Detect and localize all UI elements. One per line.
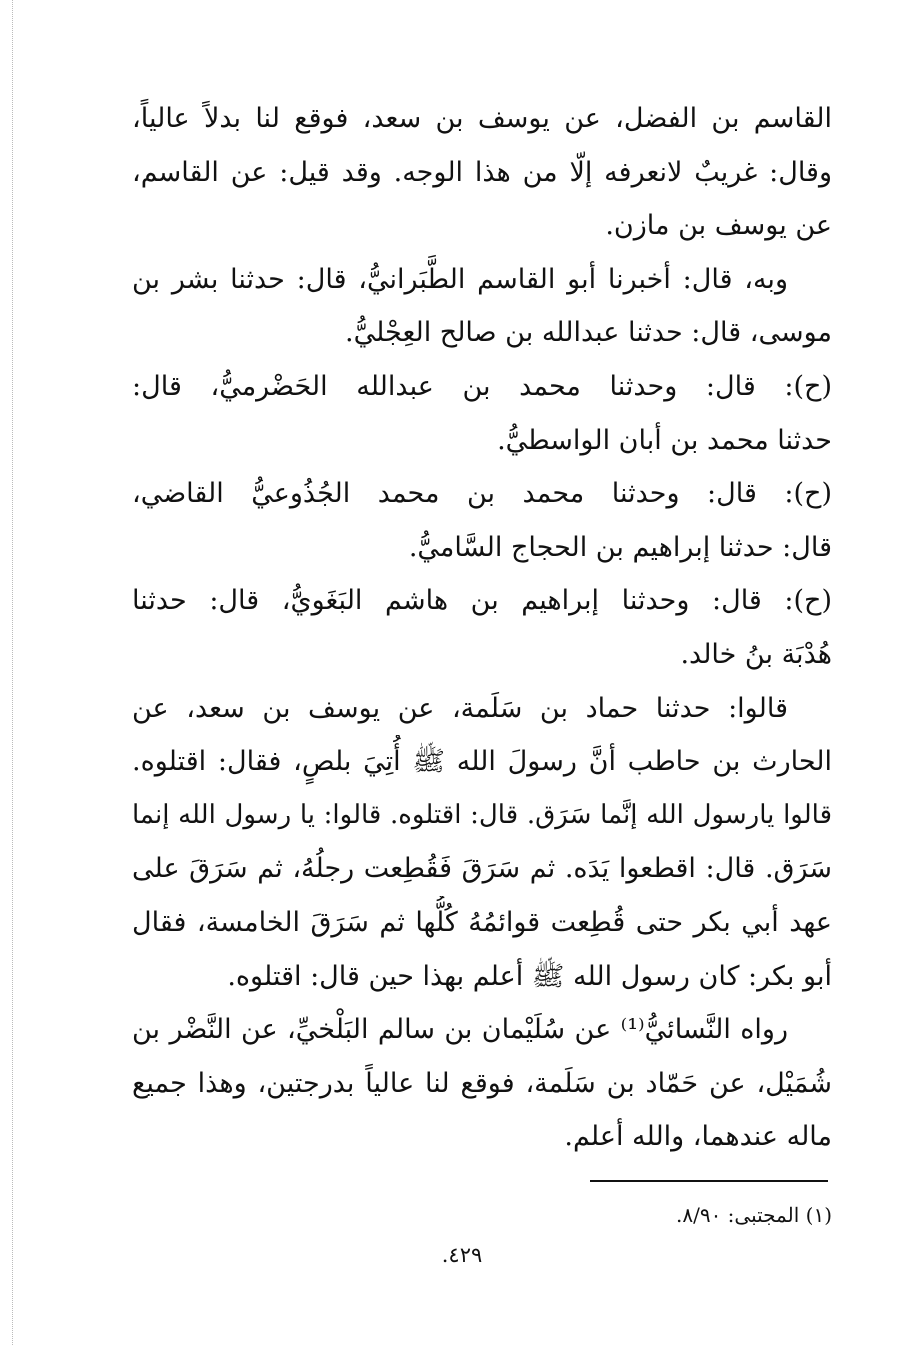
text-line: (ح): قال: وحدثنا محمد بن محمد الجُذُوعيُّ القاضي، bbox=[132, 478, 832, 510]
page-number: .٤٢٩ bbox=[441, 1243, 483, 1267]
text-line: قال: حدثنا إبراهيم بن الحجاج السَّاميُّ. bbox=[408, 531, 832, 563]
text-line: ماله عندهما، والله أعلم. bbox=[564, 1121, 832, 1153]
text-line: (ح): قال: وحدثنا محمد بن عبدالله الحَضْرميُّ، قال: bbox=[132, 370, 832, 402]
text-line: شُمَيْل، عن حَمّاد بن سَلَمة، فوقع لنا عالياً بدرجتين، وهذا جميع bbox=[132, 1067, 832, 1099]
text-line: موسى، قال: حدثنا عبدالله بن صالح العِجْليُّ. bbox=[344, 317, 832, 349]
text-line: الحارث بن حاطب أنَّ رسولَ الله ﷺ أُتِيَ بلصٍ، فقال: اقتلوه. bbox=[132, 746, 832, 778]
text-line: حدثنا محمد بن أبان الواسطيُّ. bbox=[497, 424, 832, 456]
text-line: أبو بكر: كان رسول الله ﷺ أعلم بهذا حين قال: اقتلوه. bbox=[227, 960, 832, 992]
footnote-divider bbox=[590, 1180, 828, 1182]
text-line: وقال: غريبٌ لانعرفه إلّا من هذا الوجه. وقد قيل: عن القاسم، bbox=[132, 156, 832, 188]
text-line: وبه، قال: أخبرنا أبو القاسم الطَّبَرانيُّ، قال: حدثنا بشر بن bbox=[132, 263, 788, 295]
page-edge-line bbox=[12, 0, 15, 1345]
text-line: (ح): قال: وحدثنا إبراهيم بن هاشم البَغَويُّ، قال: حدثنا bbox=[132, 585, 832, 617]
text-line: سَرَق. قال: اقطعوا يَدَه. ثم سَرَقَ فَقُطِعت رجلُهُ، ثم سَرَقَ على bbox=[132, 853, 832, 885]
body-text bbox=[132, 92, 832, 1164]
text-line: رواه النَّسائيُّ⁽¹⁾ عن سُلَيْمان بن سالم البَلْخيِّ، عن النَّضْر بن bbox=[132, 1014, 788, 1046]
footnote: (١) المجتبى: ٨/٩٠. bbox=[675, 1203, 832, 1227]
text-line: قالوا: حدثنا حماد بن سَلَمة، عن يوسف بن سعد، عن bbox=[132, 692, 788, 724]
text-line: عهد أبي بكر حتى قُطِعت قوائمُهُ كُلُّها ثم سَرَقَ الخامسة، فقال bbox=[132, 906, 832, 938]
text-line: عن يوسف بن مازن. bbox=[605, 210, 832, 242]
text-line: هُدْبَة بنُ خالد. bbox=[680, 638, 832, 670]
text-line: قالوا يارسول الله إنَّما سَرَق. قال: اقتلوه. قالوا: يا رسول الله إنما bbox=[132, 799, 832, 830]
text-line: القاسم بن الفضل، عن يوسف بن سعد، فوقع لنا بدلاً عالياً، bbox=[132, 103, 832, 134]
